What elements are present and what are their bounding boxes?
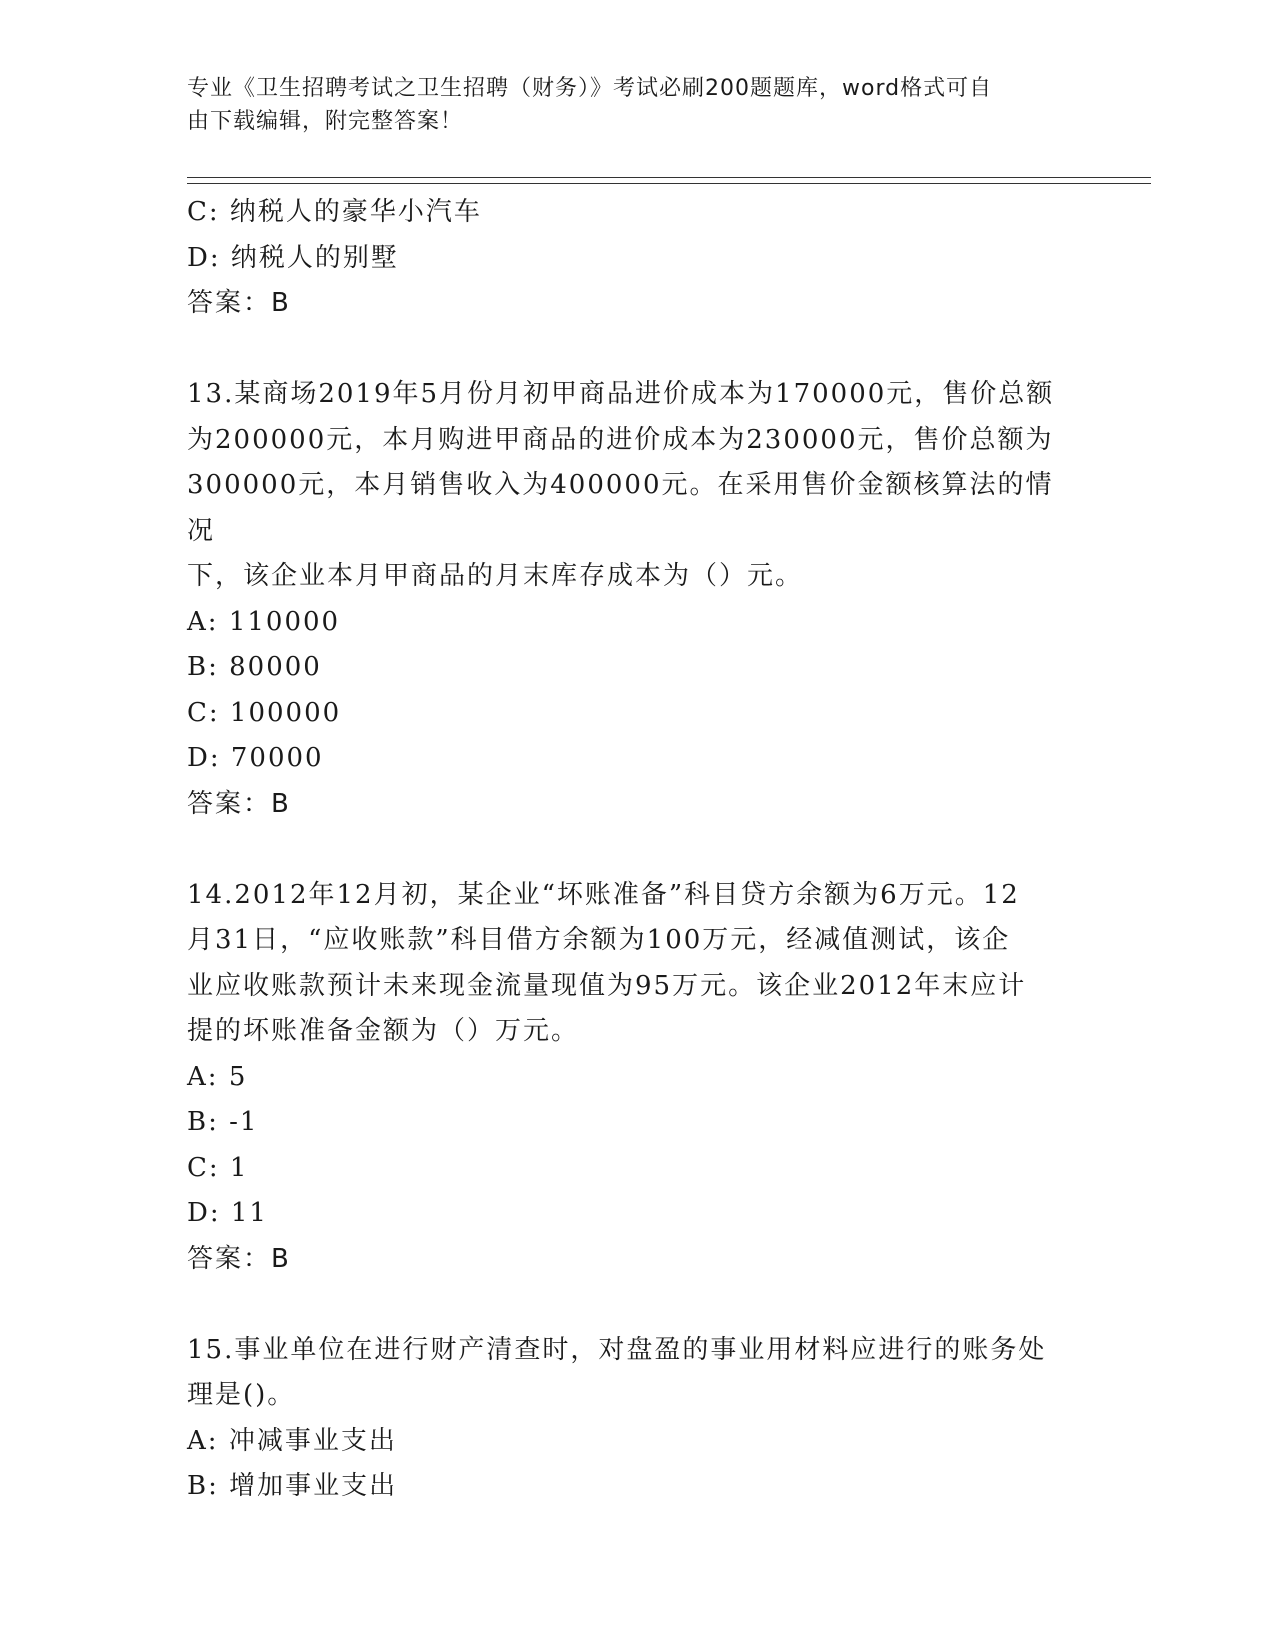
option-b: B: 80000 <box>187 652 322 682</box>
answer-line: 答案：B <box>187 1243 291 1274</box>
option-b: B: 增加事业支出 <box>187 1471 398 1501</box>
option-d: D: 11 <box>187 1198 268 1228</box>
option-c: C: 100000 <box>187 697 342 728</box>
option-a: A: 冲减事业支出 <box>187 1425 397 1456</box>
option-d: D: 纳税人的别墅 <box>187 242 399 273</box>
document-header <box>187 72 1077 138</box>
answer-line: 答案：B <box>187 788 291 819</box>
header-line-1: 专业《卫生招聘考试之卫生招聘（财务）》考试必刷200题题库，word格式可自 <box>187 76 993 101</box>
question-15 <box>187 1328 1077 1510</box>
question-13-text: 13.某商场2019年5月份月初甲商品进价成本为170000元，售价总额 为200000元，本月购进甲商品的进价成本为230000元，售价总额为 300000元，本月销售收入为400000元。在采用售价金额核算法的情况 下，该企业本月甲商品的月末库存成本为（）元。 <box>187 379 1055 591</box>
question-14 <box>187 873 1077 1283</box>
header-line-2: 由下载编辑，附完整答案！ <box>187 109 464 134</box>
question-12-continuation <box>187 190 1077 327</box>
question-13 <box>187 372 1077 827</box>
answer-line: 答案：B <box>187 288 291 318</box>
question-15-text: 15.事业单位在进行财产清查时，对盘盈的事业用材料应进行的账务处 理是()。 <box>187 1334 1047 1410</box>
option-c: C: 1 <box>187 1152 249 1183</box>
header-divider-top <box>187 177 1151 178</box>
option-c: C: 纳税人的豪华小汽车 <box>187 197 482 227</box>
option-a: A: 110000 <box>187 606 341 637</box>
option-d: D: 70000 <box>187 743 324 773</box>
option-a: A: 5 <box>187 1061 248 1092</box>
header-divider-bottom <box>187 183 1151 184</box>
option-b: B: -1 <box>187 1107 259 1137</box>
document-body <box>187 190 1077 1510</box>
question-14-text: 14.2012年12月初，某企业“坏账准备”科目贷方余额为6万元。12 月31日，“应收账款”科目借方余额为100万元，经减值测试，该企 业应收账款预计未来现金流量现值为95万元。该企业2012年末应计 提的坏账准备金额为（）万元。 <box>187 879 1027 1046</box>
